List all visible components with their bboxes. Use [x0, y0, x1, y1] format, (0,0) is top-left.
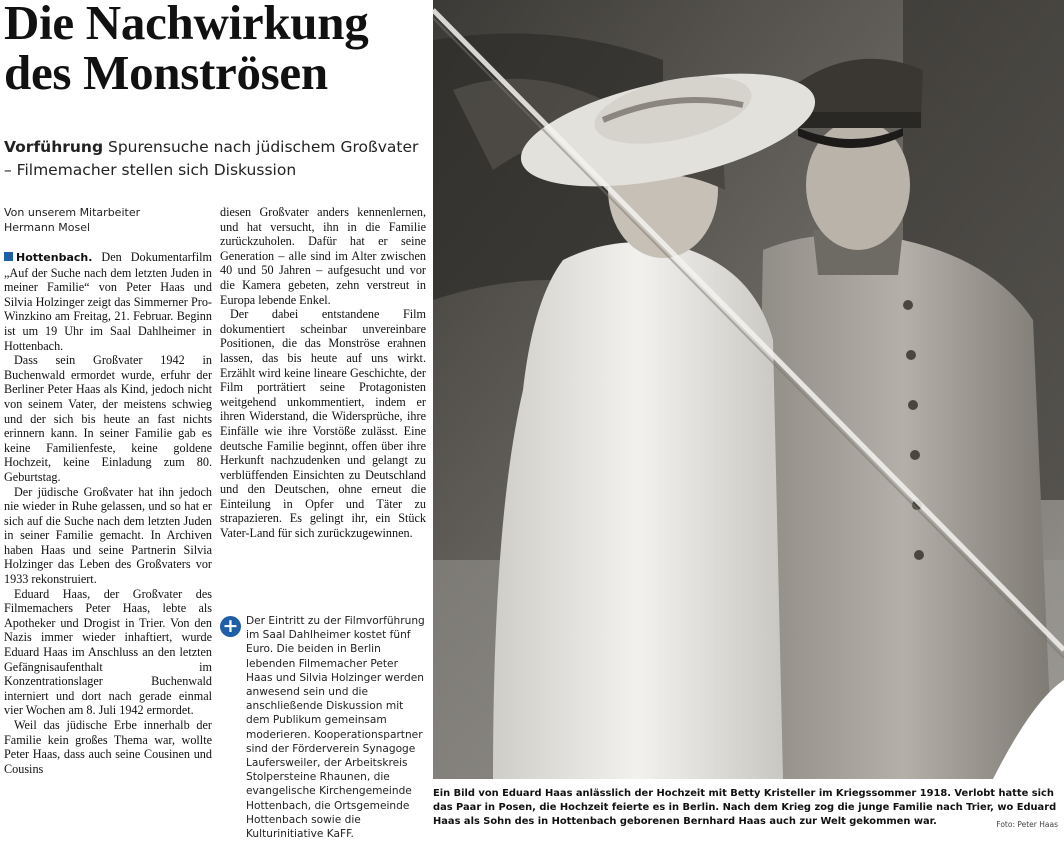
subheadline: [4, 136, 429, 182]
subheadline-kicker: Vorführung: [4, 138, 104, 156]
article-column-1: [4, 250, 212, 776]
info-text: Der Eintritt zu der Filmvorführung im Saal Dahlheimer kostet fünf Euro. Die beiden in Berlin lebenden Filmemacher Peter Haas und Silvia Holzinger werden anwesend sein und die anschließende Diskussion mit dem Publikum gemeinsam moderieren. Kooperationspartner sind der Förderverein Synagoge Laufersweiler, der Arbeitskreis Stolpersteine Rhaunen, die evangelische Kirchengemeinde Hottenbach, die Ortsgemeinde Hottenbach sowie die Kulturinitiative KaFF.: [246, 615, 425, 841]
article-paragraph: Der dabei entstandene Film dokumentiert scheinbar unvereinbare Positionen, die das Monströse erahnen lassen, das bis heute auf uns wirkt. Erzählt wird keine lineare Geschichte, der Film porträtiert seine Protagonisten weitgehend unkommentiert, indem er ihren Widerstand, die Widersprüche, ihre Einfälle wie ihre Vorstöße zulässt. Eine deutsche Familie beginnt, offen über ihre Herkunft nachzudenken und gelangt zu verblüffenden Einsichten zu Deutschland und den Deutschen, ohne erneut die Einteilung in Opfer und Täter zu strapazieren. Es gelingt ihr, ein Stück Vater-Land für sich zurückzugewinnen.: [220, 307, 426, 541]
wedding-photo-illustration: [433, 0, 1064, 779]
headline-line-1: Die Nachwirkung: [4, 0, 369, 50]
headline-line-2: des Monströsen: [4, 45, 328, 100]
article-paragraph: [4, 250, 212, 353]
headline: [4, 0, 429, 98]
article-column-2: [220, 205, 426, 541]
byline-author: Hermann Mosel: [4, 221, 91, 234]
article-paragraph: diesen Großvater anders kennenlernen, und hat versucht, ihn in die Familie zurückzuholen. Dafür hat er seine Generation – alle sind im Alter zwischen 40 und 50 Jahren – aufgesucht und vor die Kamera gebeten, zehn verstreut in Europa lebende Enkel.: [220, 205, 426, 307]
byline: [4, 205, 204, 235]
wedding-photo: [433, 0, 1064, 779]
plus-icon: +: [220, 616, 241, 637]
article-paragraph-text: Den Dokumentarfilm „Auf der Suche nach dem letzten Juden in meiner Familie“ von Peter Haas und Silvia Holzinger zeigt das Simmerner Pro-Winzkino am Freitag, 21. Februar. Beginn ist um 19 Uhr im Saal Dahlheimer in Hottenbach.: [4, 250, 212, 353]
byline-role: Von unserem Mitarbeiter: [4, 206, 141, 219]
article-paragraph: Dass sein Großvater 1942 in Buchenwald ermordet wurde, erfuhr der Berliner Peter Haas als Kind, jedoch nicht von seinem Vater, der meistens schwieg und der sich bis heute an fast nichts erinnern kann. In seiner Familie gab es keine Familienfeste, keine goldene Hochzeit, keine Einladung zum 80. Geburtstag.: [4, 353, 212, 484]
photo-credit: Foto: Peter Haas: [996, 820, 1058, 829]
article-paragraph: Weil das jüdische Erbe innerhalb der Familie kein großes Thema war, wollte Peter Haas, dass auch seine Cousinen und Cousins: [4, 718, 212, 776]
article-paragraph: Der jüdische Großvater hat ihn jedoch nie wieder in Ruhe gelassen, und so hat er sich auf die Suche nach dem letzten Juden in seiner Familie gemacht. In Archiven haben Haas und seine Partnerin Silvia Holzinger das Leben des Großvaters vor 1933 rekonstruiert.: [4, 484, 212, 587]
info-box: [220, 614, 426, 841]
dateline: Hottenbach.: [16, 251, 93, 264]
square-bullet-icon: [4, 252, 13, 261]
photo-caption: Ein Bild von Eduard Haas anlässlich der Hochzeit mit Betty Kristeller im Kriegssommer 1918. Verlobt hatte sich das Paar in Posen, die Hochzeit feierte es in Berlin. Nach dem Krieg zog die junge Familie nach Trier, wo Eduard Haas als Sohn des in Hottenbach geborenen Bernhard Haas auch zur Welt gekommen war.: [433, 788, 1057, 827]
subheadline-text: Spurensuche nach jüdischem Großvater – Filmemacher stellen sich Diskussion: [4, 138, 419, 179]
article-paragraph: Eduard Haas, der Großvater des Filmemachers Peter Haas, lebte als Apotheker und Drogist in Trier. Von den Nazis immer wieder inhaftiert, wurde Eduard Haas im Anschluss an den letzten Gefängnisaufenthalt im Konzentrationslager Buchenwald interniert und dort nach gerade einmal vier Wochen am 8. Juli 1942 ermordet.: [4, 586, 212, 718]
